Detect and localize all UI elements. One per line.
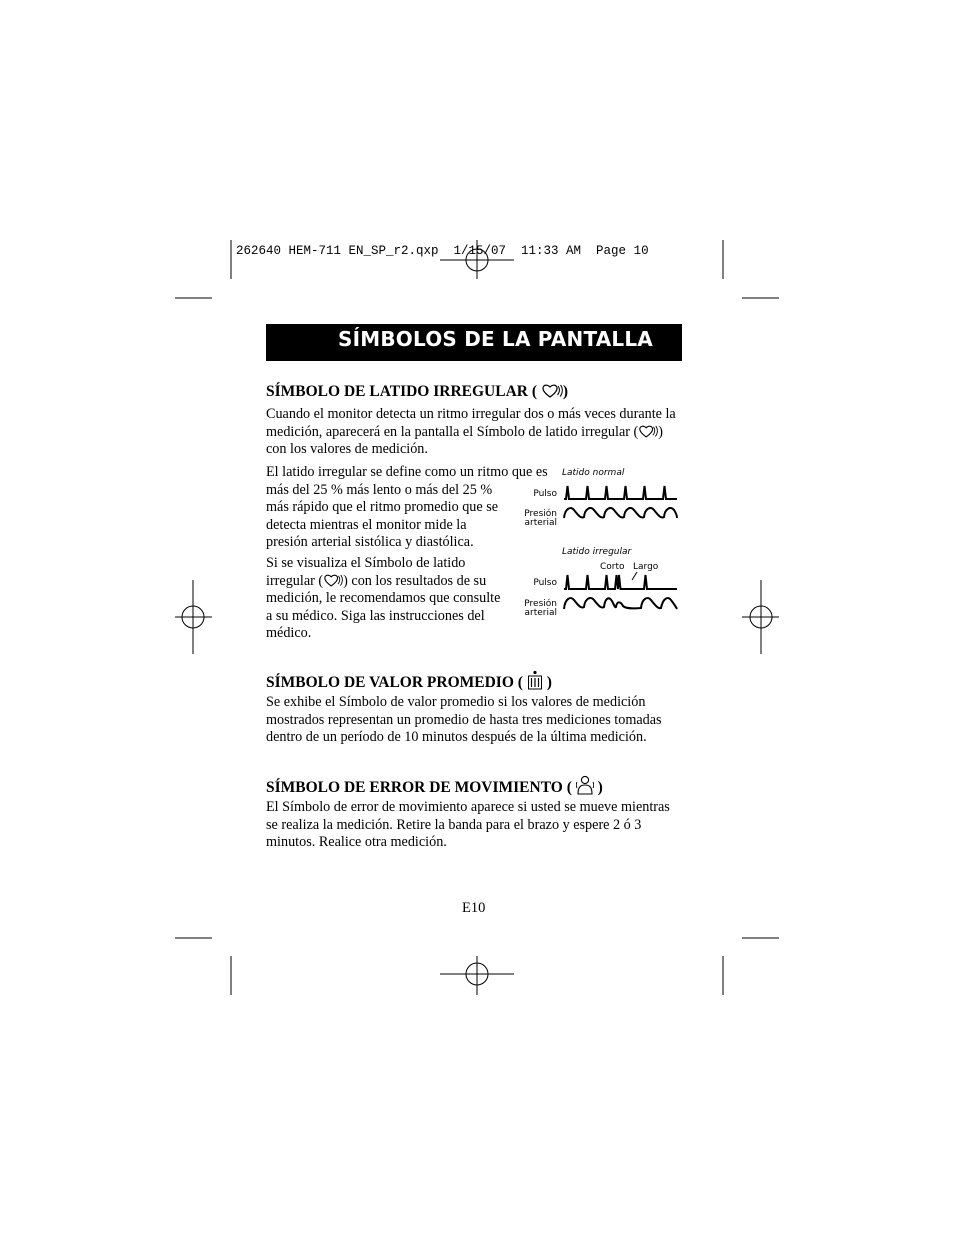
movement-error-icon bbox=[576, 775, 594, 795]
irregular-pressure-label-1: Presión bbox=[524, 599, 557, 609]
irregular-paragraph-3: Si se visualiza el Símbolo de latido irregular ( ) con los resultados de su medición, le recomendamos que consulte a su médico. Siga las instrucciones del médico. bbox=[266, 555, 501, 641]
normal-pressure-trace bbox=[564, 508, 677, 518]
average-paragraph: Se exhibe el Símbolo de valor promedio si los valores de medición mostrados representan un promedio de hasta tres mediciones tomadas dentro de un período de 10 minutos después de la última medición. bbox=[266, 694, 662, 745]
irregular-paragraph-1: Cuando el monitor detecta un ritmo irregular dos o más veces durante la medición, aparecerá en la pantalla el Símbolo de latido irregular ( ) con los valores de medición. bbox=[266, 406, 676, 457]
heartbeat-diagram bbox=[515, 462, 685, 622]
heading-movement-error: SÍMBOLO DE ERROR DE MOVIMIENTO ( ) bbox=[266, 775, 603, 797]
banner-title: SÍMBOLOS DE LA PANTALLA bbox=[338, 327, 653, 351]
normal-pressure-label-1: Presión bbox=[524, 509, 557, 519]
heading-irregular-heartbeat: SÍMBOLO DE LATIDO IRREGULAR ( ) bbox=[266, 383, 569, 400]
print-slug: 262640 HEM-711 EN_SP_r2.qxp 1/15/07 11:33 AM Page 10 bbox=[236, 244, 649, 258]
heading-average-value: SÍMBOLO DE VALOR PROMEDIO ( ) bbox=[266, 670, 552, 692]
irregular-pulse-label: Pulso bbox=[533, 578, 557, 588]
irregular-paragraph-2: El latido irregular se define como un ritmo que es más del 25 % más lento o más del 25 % más rápido que el ritmo promedio que se detecta mientras el monitor mide la presión arterial sistólica y diastólica. bbox=[266, 464, 548, 550]
short-interval-label: Corto bbox=[600, 562, 625, 572]
long-interval-label: Largo bbox=[633, 562, 659, 572]
normal-pulse-trace bbox=[564, 486, 677, 499]
page-number: E10 bbox=[462, 900, 486, 916]
irregular-heartbeat-icon bbox=[323, 573, 343, 588]
average-value-icon bbox=[527, 670, 543, 690]
normal-pressure-label-2: arterial bbox=[524, 518, 557, 528]
normal-pulse-label: Pulso bbox=[533, 489, 557, 499]
irregular-heartbeat-icon bbox=[541, 383, 563, 399]
irregular-beat-title: Latido irregular bbox=[562, 547, 632, 557]
long-interval-marker bbox=[632, 572, 637, 580]
normal-beat-title: Latido normal bbox=[562, 468, 625, 478]
irregular-pressure-label-2: arterial bbox=[524, 608, 557, 618]
movement-paragraph: El Símbolo de error de movimiento aparece si usted se mueve mientras se realiza la medición. Retire la banda para el brazo y espere 2 ó 3 minutos. Realice otra medición. bbox=[266, 799, 670, 850]
section-banner bbox=[266, 324, 682, 361]
irregular-heartbeat-icon bbox=[638, 424, 658, 439]
irregular-pressure-trace bbox=[564, 598, 677, 609]
irregular-pulse-trace bbox=[564, 575, 677, 589]
